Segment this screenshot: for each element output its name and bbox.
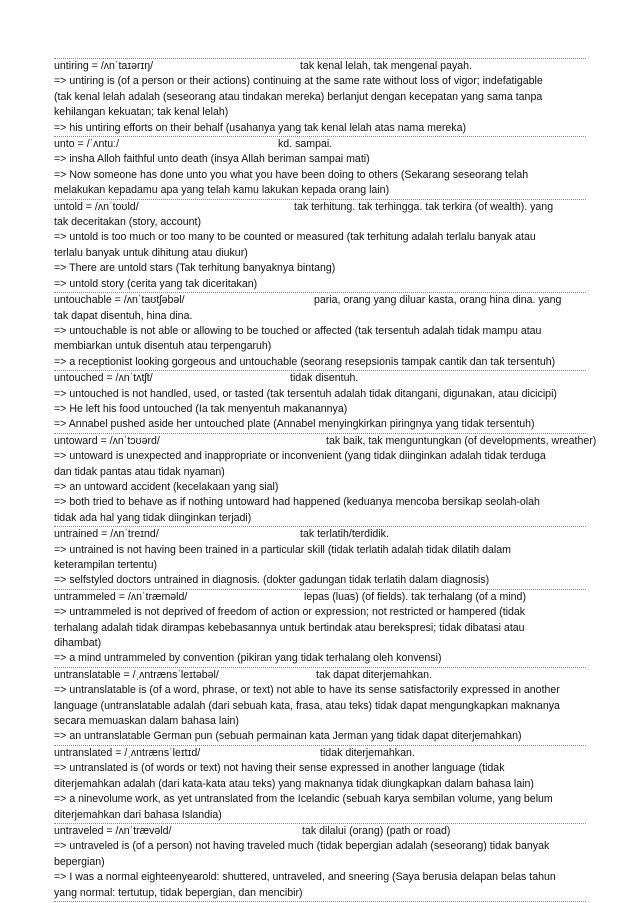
entry-term: untraveled = /ʌnˈtrævəld/ (54, 824, 172, 837)
dictionary-entry (54, 526, 586, 589)
entry-example-line: => selfstyled doctors untrained in diagnosis. (dokter gadungan tidak terlatih dalam diagnosis) (54, 574, 490, 587)
entry-text-line: dan tidak pantas atau tidak nyaman) (54, 465, 225, 478)
entry-gloss: paria, orang yang diluar kasta, orang hina dina. yang (314, 294, 562, 307)
entry-example-line: => He left his food untouched (Ia tak menyentuh makanannya) (54, 402, 348, 415)
entry-term: unto = /ˈʌntuː/ (54, 138, 120, 151)
entry-headword-line (54, 527, 586, 542)
entry-gloss: lepas (luas) (of fields). tak terhalang (of a mind) (304, 590, 526, 603)
entry-headword-line (54, 824, 586, 839)
entry-headword-line (54, 59, 586, 74)
dictionary-entry (54, 589, 586, 667)
dictionary-entry (54, 58, 586, 136)
entry-headword-line (54, 371, 586, 386)
entry-term: untrained = /ʌnˈtreɪnd/ (54, 528, 159, 541)
entry-term: untold = /ʌnˈtoʊld/ (54, 200, 139, 213)
entry-headword-line (54, 200, 586, 215)
entry-example-line: => his untiring efforts on their behalf (usahanya yang tak kenal lelah atas nama mereka) (54, 121, 467, 134)
entry-term: untiring = /ʌnˈtaɪərɪŋ/ (54, 60, 154, 72)
entry-text-line: bepergian) (54, 855, 105, 868)
entry-example-line: => Annabel pushed aside her untouched plate (Annabel menyingkirkan piringnya yang tidak tersentuh) (54, 418, 535, 431)
entry-example-line: => untiring is (of a person or their actions) continuing at the same rate without loss of vigor; indefatigable (54, 75, 543, 88)
entry-example-line: => insha Alloh faithful unto death (insya Allah beriman sampai mati) (54, 153, 370, 166)
dictionary-entry (54, 370, 586, 433)
entry-example-line: => an untoward accident (kecelakaan yang sial) (54, 480, 279, 493)
entry-example-line: => both tried to behave as if nothing untoward had happened (keduanya mencoba bersikap seolah-olah (54, 496, 540, 509)
entry-headword-line (54, 137, 586, 152)
entry-text-line: melakukan kepadamu apa yang telah kamu lakukan kepada orang lain) (54, 184, 390, 197)
entry-example-line: => There are untold stars (Tak terhitung banyaknya bintang) (54, 262, 336, 275)
dictionary-entry (54, 433, 597, 526)
entry-example-line: => an untranslatable German pun (sebuah permainan kata Jerman yang tidak dapat diterjemahkan) (54, 730, 522, 743)
entry-headword-line (54, 293, 586, 308)
entry-headword-line (54, 434, 597, 449)
entry-example-line: => Now someone has done unto you what you have been doing to others (Sekarang seseorang telah (54, 168, 529, 181)
dictionary-entry (54, 745, 586, 823)
entry-example-line: => untouchable is not able or allowing to be touched or affected (tak tersentuh adalah tidak mampu atau (54, 324, 542, 337)
entry-text-line: kehilangan kekuatan; tak kenal lelah) (54, 106, 229, 119)
entry-gloss: tak terlatih/terdidik. (300, 528, 389, 541)
entry-example-line: => untold is too much or too many to be counted or measured (tak terhitung adalah terlalu banyak atau (54, 231, 536, 244)
entry-text-line: membiarkan untuk disentuh atau terpengaruh) (54, 340, 272, 353)
entry-gloss: tak baik, tak menguntungkan (of developments, wreather) (326, 434, 597, 447)
entry-text-line: tak dapat disentuh, hina dina. (54, 309, 193, 322)
dictionary-entry (54, 292, 586, 370)
entry-headword-line (54, 668, 586, 683)
entry-term: untrammeled = /ʌnˈtræməld/ (54, 590, 188, 603)
entry-gloss: tak dapat diterjemahkan. (316, 668, 433, 681)
entry-term: untoward = /ʌnˈtɔʊərd/ (54, 434, 160, 447)
entry-example-line: => I was a normal eighteenyearold: shuttered, untraveled, and sneering (Saya berusia delapan belas tahun (54, 871, 556, 884)
entry-text-line: terlalu banyak untuk dihitung atau diukur) (54, 246, 248, 259)
entry-term: untranslatable = /ˌʌntrænsˈleɪtəbəl/ (54, 668, 219, 681)
entry-text-line: tak deceritakan (story, account) (54, 216, 202, 229)
entry-term: untouchable = /ʌnˈtaʊtʃəbəl/ (54, 294, 185, 307)
entry-gloss: tak kenal lelah, tak mengenal payah. (300, 60, 472, 72)
entry-text-line: (tak kenal lelah adalah (seseorang atau tindakan mereka) berlanjut dengan kecepatan yang sama tanpa (54, 90, 543, 103)
entry-text-line: diterjemahkan dari bahasa Islandia) (54, 808, 222, 821)
entry-gloss: kd. sampai. (278, 138, 333, 151)
entry-headword-line (54, 590, 586, 605)
entry-example-line: => untrained is not having been trained in a particular skill (tidak terlatih adalah tidak dilatih dalam (54, 543, 511, 556)
entry-gloss: tidak disentuh. (290, 372, 359, 385)
entry-term: untranslated = /ˌʌntrænsˈleɪtɪd/ (54, 746, 201, 759)
entry-gloss: tak terhitung. tak terhingga. tak terkira (of wealth). yang (294, 200, 554, 213)
entry-example-line: => untrammeled is not deprived of freedom of action or expression; not restricted or hampered (tidak (54, 606, 526, 619)
entry-example-line: => a ninevolume work, as yet untranslated from the Icelandic (sebuah karya sembilan volume, yang belum (54, 793, 553, 806)
entry-example-line: => a mind untrammeled by convention (pikiran yang tidak terhalang oleh konvensi) (54, 652, 442, 665)
dictionary-entry (54, 136, 586, 199)
entry-text-line: keterampilan tertentu) (54, 559, 158, 571)
entry-gloss: tak dilalui (orang) (path or road) (302, 824, 451, 837)
entry-example-line: => untranslatable is (of a word, phrase, or text) not able to have its sense satisfactorily expressed in another (54, 684, 560, 697)
entry-text-line: tidak ada hal yang tidak diinginkan terjadi) (54, 511, 252, 524)
entry-example-line: => untouched is not handled, used, or tasted (tak tersentuh adalah tidak ditangani, digunakan, atau dicicipi) (54, 387, 557, 400)
entry-term: untouched = /ʌnˈtʌtʃt/ (54, 372, 153, 385)
entry-example-line: => untraveled is (of a person) not having traveled much (tidak bepergian adalah (seseorang) tidak banyak (54, 840, 550, 853)
entry-text-line: yang normal: tertutup, tidak bepergian, dan mencibir) (54, 886, 303, 899)
dictionary-document (54, 58, 597, 902)
entry-text-line: diterjemahkan adalah (dari kata-kata atau teks) yang maknanya tidak diungkapkan dalam bahasa lain) (54, 777, 534, 790)
entry-example-line: => untranslated is (of words or text) not having their sense expressed in another language (tidak (54, 762, 505, 775)
entry-text-line: language (untranslatable adalah (dari sebuah kata, frasa, atau teks) tidak dapat mengungkapkan maknanya (54, 699, 560, 712)
entry-example-line: => untoward is unexpected and inappropriate or inconvenient (yang tidak diinginkan adalah tidak terduga (54, 450, 546, 463)
entry-headword-line (54, 746, 586, 761)
entry-gloss: tidak diterjemahkan. (320, 746, 415, 759)
entry-example-line: => untold story (cerita yang tak diceritakan) (54, 277, 258, 290)
entry-text-line: secara memuaskan dalam bahasa lain) (54, 715, 239, 728)
dictionary-entry (54, 667, 586, 745)
dictionary-entry (54, 199, 586, 292)
dictionary-entry (54, 823, 586, 902)
entry-text-line: terhalang adalah tidak dirampas kebebasannya untuk bertindak atau berekspresi; tidak dibatasi atau (54, 621, 525, 634)
entry-example-line: => a receptionist looking gorgeous and untouchable (seorang resepsionis tampak cantik dan tak tersentuh) (54, 355, 556, 368)
entry-text-line: dihambat) (54, 637, 102, 650)
